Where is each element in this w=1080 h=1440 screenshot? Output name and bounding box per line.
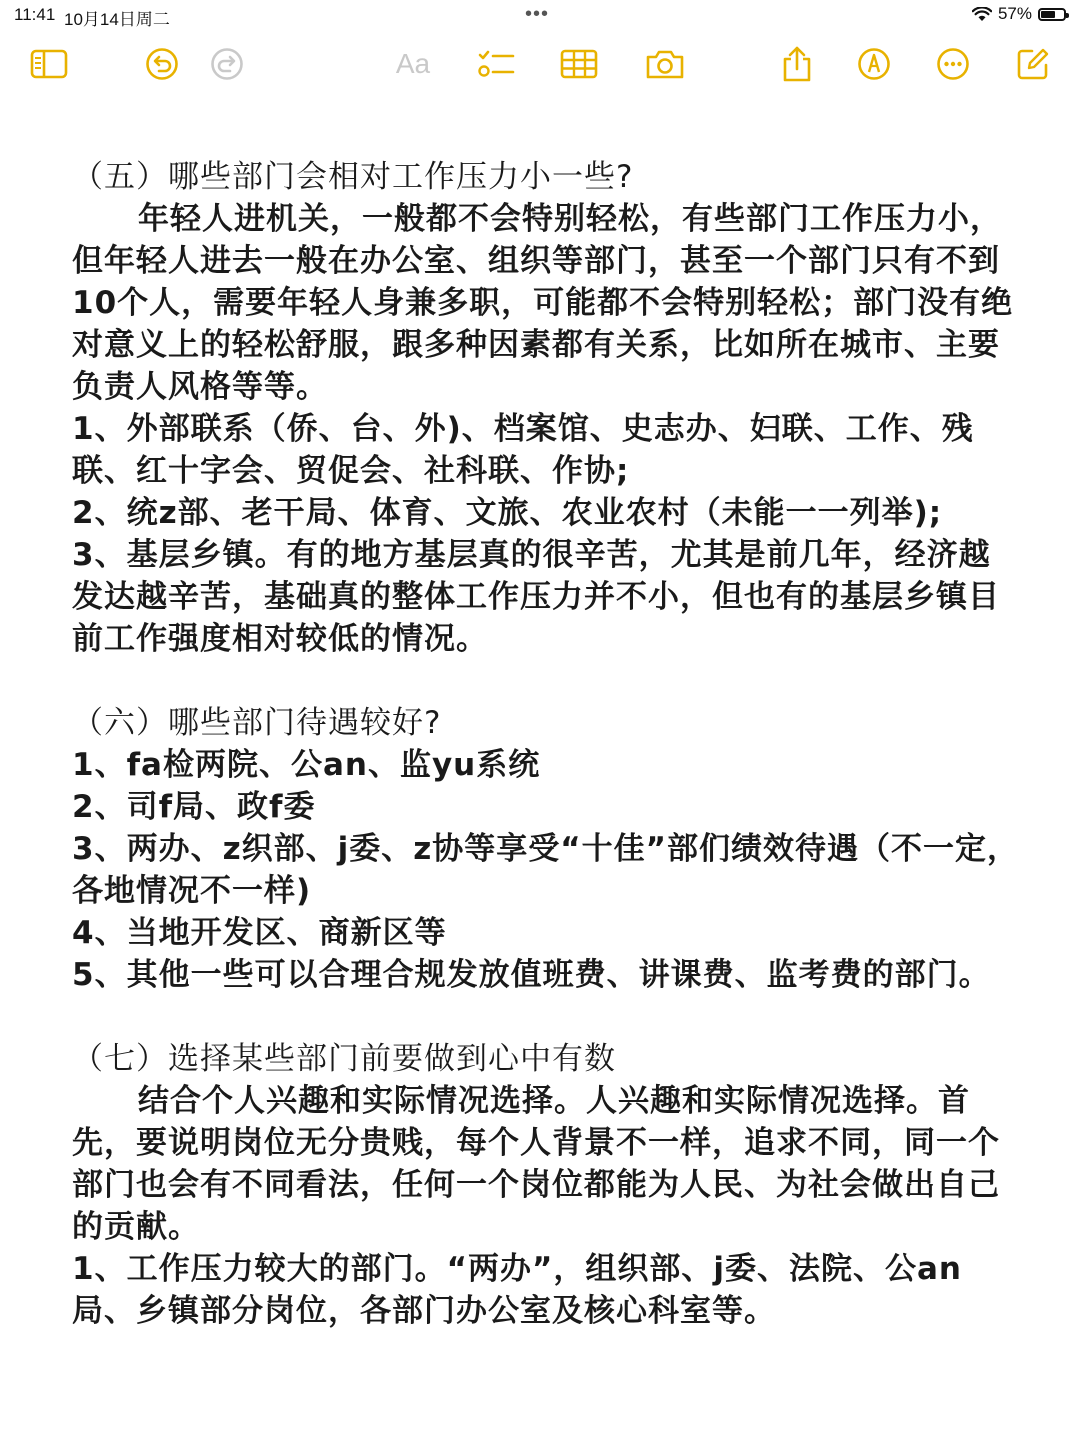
section-heading: （七）选择某些部门前要做到心中有数 — [72, 1041, 616, 1077]
undo-button[interactable] — [140, 42, 184, 86]
redo-icon — [210, 47, 244, 81]
status-date: 10月14日周二 — [64, 10, 170, 29]
section-heading: （六）哪些部门待遇较好? — [72, 705, 442, 741]
battery-icon — [1038, 8, 1066, 21]
checklist-icon — [477, 48, 515, 80]
list-item: 1、工作压力较大的部门。“两办”，组织部、j委、法院、公an局、乡镇部分岗位，各部门办公室及核心科室等。 — [72, 1251, 962, 1329]
list-item: 5、其他一些可以合理合规发放值班费、讲课费、监考费的部门。 — [72, 957, 991, 993]
table-button[interactable] — [557, 42, 601, 86]
compose-icon — [1016, 47, 1050, 81]
list-item: 1、外部联系（侨、台、外)、档案馆、史志办、妇联、工作、残联、红十字会、贸促会、社科联、作协; — [72, 411, 974, 489]
ellipsis-icon — [936, 47, 970, 81]
table-icon — [560, 49, 598, 79]
undo-icon — [145, 47, 179, 81]
pen-markup-icon — [857, 47, 891, 81]
note-paragraph: 结合个人兴趣和实际情况选择。人兴趣和实际情况选择。首先，要说明岗位无分贵贱，每个人背景不一样，追求不同，同一个部门也会有不同看法，任何一个岗位都能为人民、为社会做出自己的贡献。 — [72, 1083, 1000, 1245]
more-options-button[interactable] — [931, 42, 975, 86]
section-heading: （五）哪些部门会相对工作压力小一些? — [72, 159, 634, 195]
text-format-label: Aa — [395, 48, 431, 79]
share-icon — [781, 45, 813, 83]
text-format-button[interactable] — [391, 42, 435, 86]
redo-button[interactable] — [205, 42, 249, 86]
list-item: 2、司f局、政f委 — [72, 789, 316, 825]
checklist-button[interactable] — [474, 42, 518, 86]
blank-line — [72, 660, 1022, 702]
share-button[interactable] — [775, 42, 819, 86]
compose-note-button[interactable] — [1011, 42, 1055, 86]
status-time: 11:41 — [14, 5, 56, 24]
list-item: 2、统z部、老干局、体育、文旅、农业农村（未能一一列举); — [72, 495, 943, 531]
blank-line — [72, 996, 1022, 1038]
list-item: 1、fa检两院、公an、监yu系统 — [72, 747, 541, 783]
note-paragraph: 年轻人进机关，一般都不会特别轻松，有些部门工作压力小，但年轻人进去一般在办公室、组织等部门，甚至一个部门只有不到10个人，需要年轻人身兼多职，可能都不会特别轻松；部门没有绝对意义上的轻松舒服，跟多种因素都有关系，比如所在城市、主要负责人风格等等。 — [72, 201, 1014, 405]
list-item: 4、当地开发区、商新区等 — [72, 915, 447, 951]
list-item: 3、基层乡镇。有的地方基层真的很辛苦，尤其是前几年，经济越发达越辛苦，基础真的整体工作压力并不小，但也有的基层乡镇目前工作强度相对较低的情况。 — [72, 537, 1000, 657]
battery-level-fill — [1041, 11, 1055, 18]
note-body[interactable] — [72, 156, 1022, 1332]
multitasking-dots-icon[interactable]: ••• — [525, 3, 550, 25]
notes-toolbar — [0, 34, 1080, 94]
list-item: 3、两办、z织部、j委、z协等享受“十佳”部们绩效待遇（不一定，各地情况不一样) — [72, 831, 1020, 909]
battery-percent: 57% — [997, 4, 1032, 23]
sidebar-icon — [30, 49, 68, 79]
sidebar-toggle-button[interactable] — [27, 42, 71, 86]
status-indicators — [972, 4, 1066, 24]
status-bar — [0, 0, 1080, 30]
wifi-icon — [972, 7, 992, 22]
camera-icon — [645, 48, 685, 80]
markup-button[interactable] — [852, 42, 896, 86]
camera-button[interactable] — [643, 42, 687, 86]
